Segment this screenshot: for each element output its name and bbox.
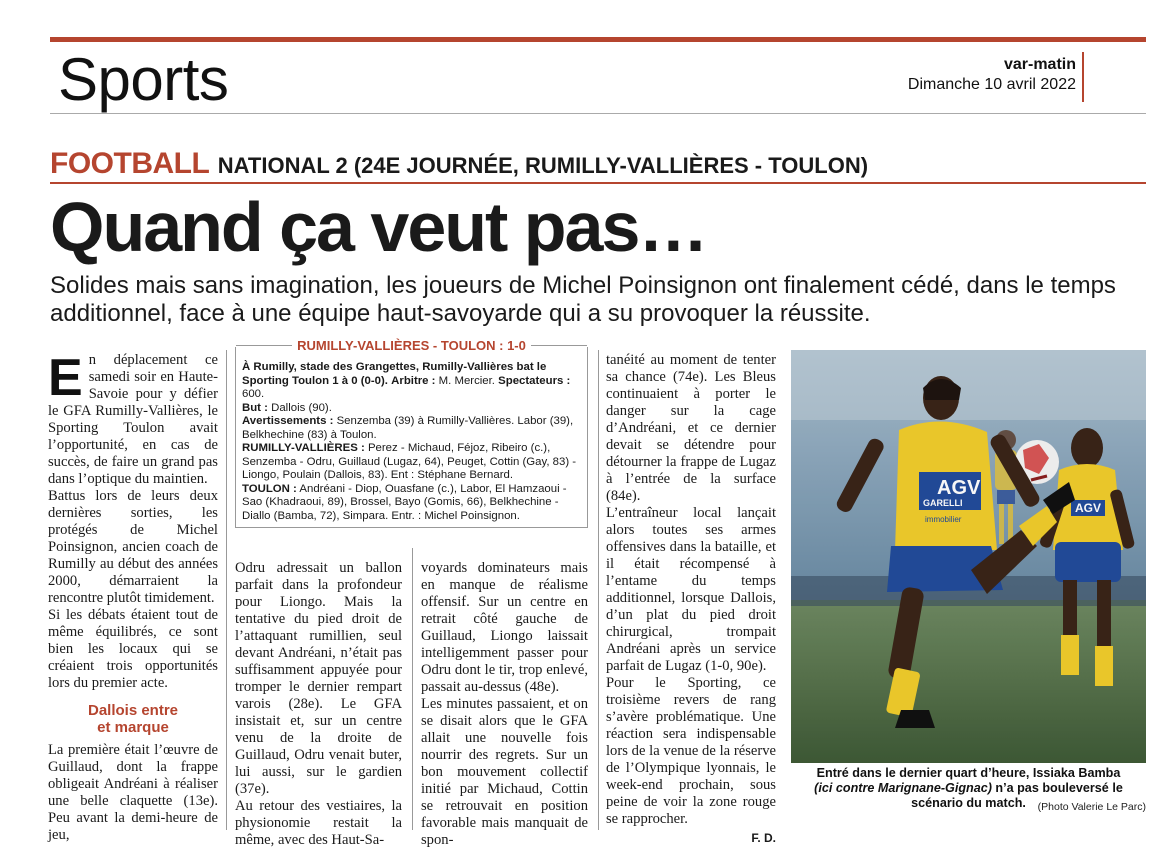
header-divider [50, 113, 1146, 114]
paragraph: La première était l’œuvre de Guillaud, dont la frappe obligeait Andréani à réaliser une belle claquette (13e). Peu avant la demi-heure de jeu, [48, 742, 218, 843]
photo-caption: Entré dans le dernier quart d’heure, Issiaka Bamba (ici contre Marignane-Gignac) n’a pas bouleversé le scénario du match. [814, 766, 1123, 810]
column-separator [598, 350, 599, 830]
photo-credit: (Photo Valerie Le Parc) [1037, 801, 1146, 813]
kicker-sub: NATIONAL 2 (24E JOURNÉE, RUMILLY-VALLIÈRES - TOULON) [217, 153, 869, 178]
paragraph: En déplacement ce samedi soir en Haute-Savoie pour y défier le GFA Rumilly-Vallières, le Sporting Toulon avait l’opportunité, en cas de succès, de faire un grand pas dans l’optique du maintien. [48, 349, 218, 487]
paragraph: Pour le Sporting, ce troisième revers de rang s’avère problématique. Une réaction sera indispensable lors de la venue de la réserve de l’Olympique lyonnais, le week-end prochain, sous peine de voir la zone rouge se rapprocher. [606, 675, 776, 827]
article-column-3 [421, 560, 588, 849]
paragraph: Les minutes passaient, et on se disait alors que le GFA allait une nouvelle fois nourrir des regrets. Sur un bon mouvement collectif initié par Michaud, Cottin se retrouvait en position favorable mais manquait de spon- [421, 696, 588, 848]
paragraph: voyards dominateurs mais en manque de réalisme offensif. Sur un centre en retrait côté gauche de Guillaud, Liongo laissait intelligemment passer pour Odru dont le tir, trop enlevé, passait au-dessus (48e). [421, 560, 588, 695]
rumilly-lineup: RUMILLY-VALLIÈRES : Perez - Michaud, Féjoz, Ribeiro (c.), Senzemba - Odru, Guillaud (Lugaz, 64), Peuget, Cottin (Gay, 83) - Liongo, Poulain (Dallois, 83). Ent : Stéphane Bernard. [242, 442, 577, 481]
intertitle: Dallois entre et marque [87, 702, 179, 736]
bookings: Avertissements : Senzemba (39) à Rumilly-Vallières. Labor (39), Belkhechine (83) à Toulon. [242, 415, 574, 441]
goal-scorer: But : Dallois (90). [242, 401, 332, 414]
newspaper-name: var-matin [1003, 56, 1076, 73]
section-title: Sports [58, 46, 229, 113]
football-players-illustration [791, 350, 1146, 763]
paragraph: Battus lors de leurs deux dernières sorties, les protégés de Michel Poinsignon, ancien coach de Rumilly au début des années 2000, démarraient la rencontre plutôt timidement. [48, 488, 218, 606]
paragraph: L’entraîneur local lançait alors toutes ses armes offensives dans la bataille, et il était récompensé à l’entame du temps additionnel, lorsque Dallois, d’un plat du pied droit chirurgical, trompait Andréani après un service parfait de Lugaz (1-0, 90e). [606, 505, 776, 674]
paragraph: tanéité au moment de tenter sa chance (74e). Les Bleus continuaient à porter le danger sur la cage d’Andréani, et ce dernier devait se détendre pour détourner la frappe de Lugaz à l’entrée de la surface (84e). [606, 352, 776, 504]
article-column-4 [606, 352, 776, 847]
kicker-main: FOOTBALL [50, 147, 210, 180]
author-signature: F. D. [751, 831, 776, 845]
jersey-sponsor-name: GARELLI [923, 498, 963, 508]
article-column-2 [235, 560, 402, 849]
column-separator [412, 548, 413, 830]
toulon-lineup: TOULON : Andréani - Diop, Ouasfane (c.), Labor, El Hamzaoui - Sao (Khadraoui, 89), Brossel, Bayo (Gomis, 66), Belkhechine - Diallo (Bamba, 72), Simpara. Entr. : Michel Poinsignon. [242, 482, 567, 522]
date-rule [1082, 52, 1084, 102]
match-sheet-box [235, 338, 588, 528]
edition-date: Dimanche 10 avril 2022 [907, 76, 1076, 93]
standfirst: Solides mais sans imagination, les joueurs de Michel Poinsignon ont finalement cédé, dans le temps additionnel, face à une équipe haut-savoyarde qui a su provoquer la réussite. [50, 272, 1116, 327]
jersey-sponsor-logo: AGV [937, 477, 981, 499]
column-separator [226, 350, 227, 830]
jersey-sponsor-logo: AGV [1075, 501, 1102, 515]
match-sheet-title: RUMILLY-VALLIÈRES - TOULON : 1-0 [292, 339, 531, 353]
jersey-sponsor-tagline: immobilier [925, 515, 962, 524]
paragraph: Au retour des vestiaires, la physionomie restait la même, avec des Haut-Sa- [235, 798, 402, 848]
match-summary: À Rumilly, stade des Grangettes, Rumilly-Vallières bat le Sporting Toulon 1 à 0 (0-0). Arbitre : M. Mercier. Spectateurs : 600. [242, 361, 571, 400]
article-column-1 [48, 349, 218, 844]
drop-cap: E [48, 349, 83, 407]
paragraph: Si les débats étaient tout de même équilibrés, ce sont bien les locaux qui se créaient trois opportunités lors du premier acte. [48, 607, 218, 691]
match-photo [791, 350, 1146, 763]
kicker [50, 147, 868, 181]
paragraph: Odru adressait un ballon parfait dans la profondeur pour Liongo. Mais la tentative du pied droit de l’attaquant rumillien, seul devant Andréani, n’était pas suffisamment appuyée pour tromper le dernier rempart varois (28e). Le GFA insistait et, sur un centre venu de la droite de Guillaud, Odru venait buter, lui aussi, sur le gardien (37e). [235, 560, 402, 797]
headline: Quand ça veut pas… [50, 188, 707, 266]
top-rule [50, 37, 1146, 42]
